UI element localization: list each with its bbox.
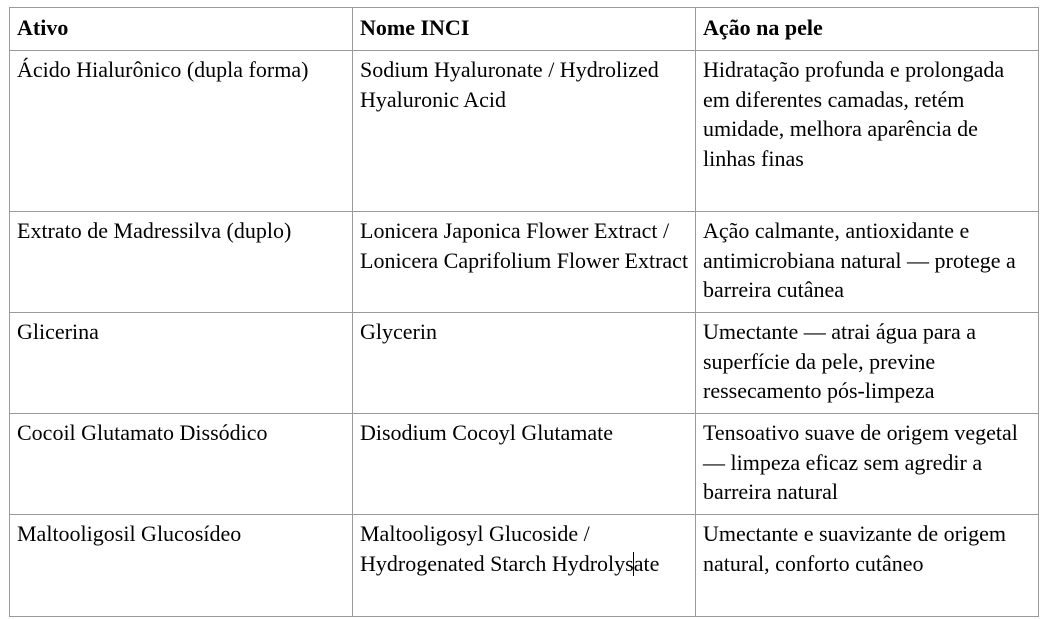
cell-inci[interactable]: Lonicera Japonica Flower Extract / Lonicera Caprifolium Flower Extract (353, 212, 696, 313)
table-header-row (10, 8, 1039, 51)
table-row (10, 515, 1039, 617)
cell-acao[interactable]: Tensoativo suave de origem vegetal — limpeza eficaz sem agredir a barreira natural (696, 414, 1039, 515)
cell-acao[interactable]: Ação calmante, antioxidante e antimicrobiana natural — protege a barreira cutânea (696, 212, 1039, 313)
cell-ativo[interactable]: Cocoil Glutamato Dissódico (10, 414, 353, 515)
cell-inci[interactable]: Glycerin (353, 313, 696, 414)
cell-inci[interactable] (353, 515, 696, 617)
ingredients-table (9, 7, 1039, 617)
cell-acao[interactable]: Umectante — atrai água para a superfície da pele, previne ressecamento pós-limpeza (696, 313, 1039, 414)
cell-acao[interactable]: Hidratação profunda e prolongada em diferentes camadas, retém umidade, melhora aparência de linhas finas (696, 51, 1039, 212)
table-row (10, 212, 1039, 313)
cell-ativo[interactable]: Extrato de Madressilva (duplo) (10, 212, 353, 313)
cell-inci[interactable]: Sodium Hyaluronate / Hydrolized Hyaluronic Acid (353, 51, 696, 212)
cell-ativo[interactable]: Glicerina (10, 313, 353, 414)
cell-ativo[interactable]: Maltooligosil Glucosídeo (10, 515, 353, 617)
header-ativo[interactable]: Ativo (10, 8, 353, 51)
header-acao-na-pele[interactable]: Ação na pele (696, 8, 1039, 51)
header-nome-inci[interactable]: Nome INCI (353, 8, 696, 51)
table-row (10, 414, 1039, 515)
cell-inci-text-before-cursor: Maltooligosyl Glucoside / Hydrogenated Starch Hydrolys (360, 521, 634, 576)
cell-inci-text-after-cursor: ate (633, 550, 660, 576)
cell-ativo[interactable]: Ácido Hialurônico (dupla forma) (10, 51, 353, 212)
table-row (10, 51, 1039, 212)
cell-acao[interactable]: Umectante e suavizante de origem natural, conforto cutâneo (696, 515, 1039, 617)
table-row (10, 313, 1039, 414)
cell-inci[interactable]: Disodium Cocoyl Glutamate (353, 414, 696, 515)
